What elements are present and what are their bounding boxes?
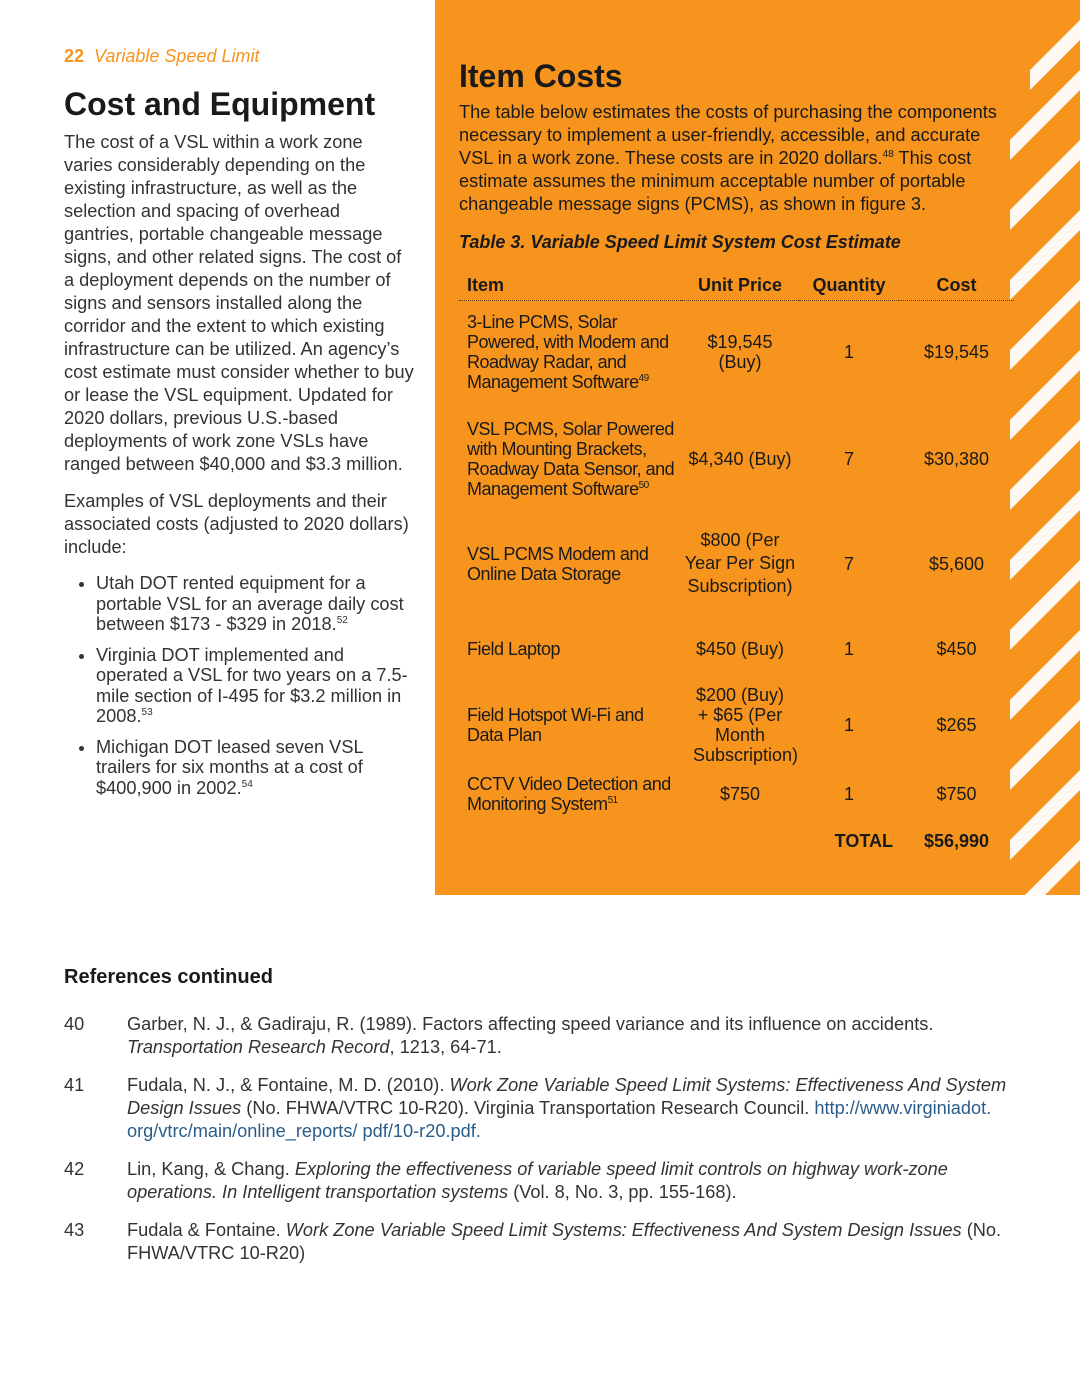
intro-paragraph: The cost of a VSL within a work zone varies considerably depending on the existing infrastructure, as well as the selection and spacing of overhead gantries, portable changeable message signs, and other related signs. The cost of a deployment depends on the number of signs and sensors installed along the corridor and the extent to which existing infrastructure can be utilized. An agency’s cost estimate must consider whether to buy or lease the VSL equipment. Updated for 2020 dollars, previous U.S.-based deployments of work zone VSLs have ranged between $40,000 and $3.3 million.	[64, 132, 414, 474]
unit-price-cell: $450 (Buy)	[695, 638, 785, 659]
table-row	[459, 684, 1014, 766]
references-heading: References continued	[64, 966, 273, 988]
references-section	[64, 966, 1014, 1280]
reference-text	[127, 1074, 1014, 1143]
running-title: Variable Speed Limit	[94, 46, 260, 66]
item-costs-intro	[459, 101, 1014, 216]
reference-details: , 1213, 64-71.	[389, 1037, 502, 1057]
item-cell	[459, 404, 681, 514]
cost-table	[459, 275, 1014, 860]
list-item	[96, 645, 414, 727]
reference-source: Transportation Research Record	[127, 1037, 390, 1057]
intro-text: The table below estimates the costs of purchasing the components necessary to implement a user-friendly, accessible, and accurate VSL in a work zone. These costs are in 2020 dollars.	[459, 102, 997, 168]
cost-equipment-section	[64, 86, 414, 808]
reference-item	[64, 1013, 1014, 1059]
cost-cell: $19,545	[923, 342, 990, 363]
section-title: Cost and Equipment	[64, 86, 376, 122]
empty-cell	[681, 822, 799, 860]
table-row	[459, 614, 1014, 684]
total-value: $56,990	[923, 830, 990, 851]
footnote-ref: 49	[638, 373, 649, 385]
reference-text	[127, 1158, 1014, 1204]
unit-price-cell: $800 (Per Year Per Sign Subscription)	[684, 530, 796, 596]
unit-price-cell: $750	[719, 783, 761, 804]
unit-price-cell: $4,340 (Buy)	[688, 448, 792, 469]
list-item-text: Michigan DOT leased seven VSL trailers for six months at a cost of $400,900 in 2002.	[96, 736, 363, 798]
table-row	[459, 404, 1014, 514]
quantity-cell: 7	[843, 448, 854, 469]
reference-details: (No. FHWA/VTRC 10-R20)	[127, 1220, 1002, 1263]
reference-number: 43	[64, 1220, 85, 1240]
footnote-ref: 52	[336, 614, 348, 626]
list-item-text: Virginia DOT implemented and operated a VSL for two years on a 7.5-mile section of I-495 for $3.2 million in 2008.	[96, 644, 408, 726]
quantity-cell: 1	[843, 638, 854, 659]
cost-cell: $450	[936, 638, 977, 659]
item-text: Field Laptop	[467, 638, 561, 659]
item-cell	[459, 684, 681, 766]
footnote-ref: 54	[241, 778, 253, 790]
column-header: Item	[459, 275, 681, 301]
column-header: Quantity	[799, 275, 899, 301]
reference-details: (No. FHWA/VTRC 10-R20). Virginia Transportation Research Council.	[241, 1098, 815, 1118]
footnote-ref: 50	[638, 479, 649, 491]
table-header-row	[459, 275, 1014, 301]
quantity-cell: 1	[843, 783, 854, 804]
item-cell	[459, 301, 681, 404]
reference-item	[64, 1158, 1014, 1204]
page-header	[64, 46, 259, 67]
column-header: Unit Price	[681, 275, 799, 301]
unit-price-cell: $200 (Buy) + $65 (Per Month Subscription)	[693, 684, 799, 765]
reference-text	[127, 1219, 1014, 1265]
reference-number: 41	[64, 1075, 85, 1095]
quantity-cell: 7	[843, 553, 854, 574]
table-caption: Table 3. Variable Speed Limit System Cost Estimate	[459, 232, 901, 252]
item-costs-panel	[435, 0, 1080, 895]
list-item	[96, 737, 414, 799]
footnote-ref: 48	[882, 148, 894, 160]
cost-cell: $750	[936, 783, 977, 804]
reference-item	[64, 1074, 1014, 1143]
table-row	[459, 301, 1014, 404]
list-item	[96, 573, 414, 635]
item-cell	[459, 514, 681, 614]
quantity-cell: 1	[843, 342, 854, 363]
cost-cell: $30,380	[923, 448, 990, 469]
reference-authors: Lin, Kang, & Chang.	[127, 1159, 295, 1179]
item-text: Field Hotspot Wi-Fi and Data Plan	[467, 704, 644, 745]
item-text: CCTV Video Detection and Monitoring System	[467, 773, 671, 814]
reference-authors: Fudala, N. J., & Fontaine, M. D. (2010).	[127, 1075, 450, 1095]
examples-list	[64, 573, 414, 798]
column-header: Cost	[899, 275, 1014, 301]
page-number: 22	[64, 46, 85, 66]
reference-details: (Vol. 8, No. 3, pp. 155-168).	[508, 1182, 737, 1202]
reference-source: Work Zone Variable Speed Limit Systems: Effectiveness And System Design Issues	[127, 1075, 1007, 1118]
footnote-ref: 51	[607, 794, 618, 806]
total-row	[459, 822, 1014, 860]
intro-text-continued: This cost estimate assumes the minimum acceptable number of portable changeable message signs (PCMS), as shown in figure 3.	[459, 148, 972, 214]
reference-number: 40	[64, 1014, 85, 1034]
hazard-stripes	[1010, 0, 1080, 895]
reference-text	[127, 1013, 1014, 1059]
item-text: 3-Line PCMS, Solar Powered, with Modem and Roadway Radar, and Management Software	[467, 312, 669, 393]
item-text: VSL PCMS Modem and Online Data Storage	[467, 543, 649, 584]
empty-cell	[459, 822, 681, 860]
total-label: TOTAL	[834, 830, 893, 851]
reference-authors: Garber, N. J., & Gadiraju, R. (1989). Factors affecting speed variance and its influence on accidents.	[127, 1014, 934, 1034]
unit-price-cell: $19,545 (Buy)	[707, 332, 773, 373]
reference-item	[64, 1219, 1014, 1265]
cost-cell: $265	[936, 714, 977, 735]
reference-source: Exploring the effectiveness of variable speed limit controls on highway work-zone operations. In Intelligent transportation systems	[127, 1159, 948, 1202]
table-row	[459, 514, 1014, 614]
reference-link[interactable]: http://www.virginiadot. org/vtrc/main/online_reports/ pdf/10-r20.pdf.	[127, 1098, 992, 1141]
reference-authors: Fudala & Fontaine.	[127, 1220, 286, 1240]
cost-cell: $5,600	[928, 553, 985, 574]
item-costs-title: Item Costs	[459, 58, 623, 94]
reference-number: 42	[64, 1159, 85, 1179]
examples-paragraph: Examples of VSL deployments and their associated costs (adjusted to 2020 dollars) include:	[64, 491, 409, 557]
item-cell	[459, 614, 681, 684]
item-costs-content	[459, 58, 1014, 860]
reference-source: Work Zone Variable Speed Limit Systems: Effectiveness And System Design Issues	[285, 1220, 962, 1240]
footnote-ref: 53	[141, 706, 153, 718]
list-item-text: Utah DOT rented equipment for a portable VSL for an average daily cost between $173 - $329 in 2018.	[96, 573, 404, 634]
item-cell	[459, 766, 681, 822]
table-row	[459, 766, 1014, 822]
item-text: VSL PCMS, Solar Powered with Mounting Brackets, Roadway Data Sensor, and Management Software	[467, 418, 675, 499]
quantity-cell: 1	[843, 714, 854, 735]
